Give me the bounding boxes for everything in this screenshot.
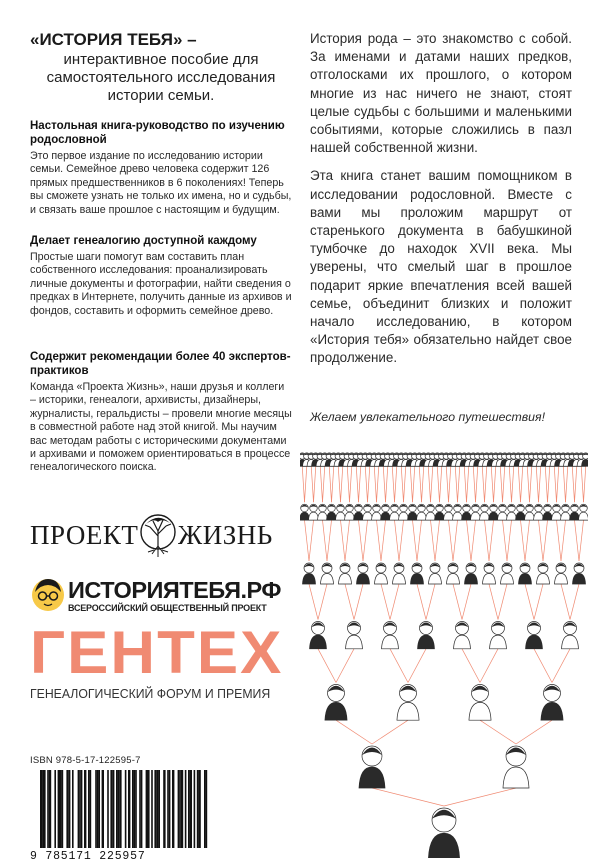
tree-connector-line: [323, 466, 325, 502]
barcode-bar: [163, 770, 165, 848]
tree-connector-line: [341, 520, 346, 561]
barcode-bar: [49, 770, 51, 848]
section-experts: [30, 350, 292, 475]
tree-connector-line: [548, 466, 550, 502]
ancestor-figure: [363, 504, 373, 520]
barcode-bar: [107, 770, 109, 848]
tree-connector-line: [377, 520, 382, 561]
tree-connector-line: [336, 720, 372, 744]
ancestor-figure: [465, 563, 478, 584]
tree-connector-line: [377, 466, 379, 502]
tree-connector-line: [413, 520, 418, 561]
barcode-bar: [172, 770, 174, 848]
ancestor-figure: [562, 622, 579, 649]
tree-connector-line: [309, 520, 314, 561]
tree-connector-line: [467, 466, 469, 502]
ancestor-figure: [435, 504, 445, 520]
tree-connector-line: [557, 466, 559, 502]
tree-connector-line: [449, 520, 454, 561]
ancestor-figure: [541, 685, 563, 721]
tree-connector-line: [329, 466, 331, 502]
barcode-bar: [78, 770, 80, 848]
ancestor-figure: [303, 563, 316, 584]
ancestor-figure: [483, 563, 496, 584]
tree-connector-line: [509, 466, 511, 502]
tree-connector-line: [309, 584, 318, 620]
barcode-bar: [118, 770, 120, 848]
tree-connector-line: [467, 520, 472, 561]
ancestor-figure: [318, 504, 328, 520]
tree-connector-line: [302, 466, 304, 502]
closing-wish: Желаем увлекательного путешествия!: [310, 410, 546, 424]
tree-connector-line: [399, 520, 404, 561]
ancestor-figure: [555, 563, 568, 584]
ancestor-figure: [503, 746, 529, 788]
ancestor-figure: [300, 504, 309, 520]
tree-connector-line: [575, 466, 577, 502]
tree-connector-line: [444, 788, 516, 806]
barcode-bar: [79, 770, 81, 848]
tree-connector-line: [458, 466, 460, 502]
ancestor-figure: [447, 563, 460, 584]
barcode-bar: [72, 770, 74, 848]
tree-connector-line: [386, 466, 388, 502]
ancestor-figure: [309, 504, 319, 520]
barcode-bar: [113, 770, 115, 848]
barcode-number: 9 785171 225957: [30, 850, 146, 863]
tree-connector-line: [525, 520, 530, 561]
tree-connector-line: [383, 466, 385, 502]
barcode-bar: [98, 770, 100, 848]
tree-connector-line: [561, 520, 566, 561]
ancestor-figure: [339, 563, 352, 584]
tree-connector-line: [471, 520, 476, 561]
zhizn-word: ЖИЗНЬ: [178, 520, 273, 550]
ancestor-figure: [417, 504, 427, 520]
tree-connector-line: [395, 466, 397, 502]
ancestor-figure: [573, 563, 586, 584]
ancestor-figure: [336, 504, 346, 520]
tree-connector-line: [431, 520, 436, 561]
section-accessible: [30, 234, 292, 318]
tree-connector-line: [365, 466, 367, 502]
tree-connector-line: [354, 584, 363, 620]
ancestor-figure: [525, 504, 535, 520]
tree-connector-line: [311, 466, 313, 502]
tree-connector-line: [545, 466, 547, 502]
barcode-bar: [188, 770, 190, 848]
tree-connector-line: [534, 584, 543, 620]
gentex-logo: [30, 620, 292, 702]
tree-connector-line: [332, 466, 334, 502]
ancestor-figure: [408, 504, 418, 520]
book-paragraph: Эта книга станет вашим помощником в исследовании родословной. Вместе с вами мы проложим маршрут от старенького документа в бабушкиной тумбочке до находок XVII века. Мы уверены, что смелый шаг в прошлое подарит яркие впечатления всей вашей семье, объединит близких и положит начало исследованию, в котором «История тебя» обязательно найдет свое продолжение.: [310, 168, 572, 366]
ancestor-figure: [516, 504, 526, 520]
istoriya-site-name: ИСТОРИЯТЕБЯ.РФ: [68, 577, 281, 603]
tree-connector-line: [336, 649, 354, 683]
barcode-bar: [154, 770, 156, 848]
tree-connector-line: [485, 466, 487, 502]
tree-connector-line: [449, 466, 451, 502]
tree-connector-line: [347, 466, 349, 502]
ancestor-figure: [480, 504, 490, 520]
section-text: Команда «Проекта Жизнь», наши друзья и коллеги – историки, генеалоги, архивисты, дизайнеры, журналисты, геральдисты – провели многие месяцы в совместной работе над этой книгой. Мы научим вас методам работы с историческими документами и архивами и поможем ориентироваться в процессе генеалогического поиска.: [30, 381, 292, 474]
ancestor-figure: [310, 622, 327, 649]
tree-connector-line: [575, 520, 580, 561]
tree-connector-line: [368, 466, 370, 502]
barcode-bar: [62, 770, 64, 848]
tree-connector-line: [482, 466, 484, 502]
tree-connector-line: [527, 466, 529, 502]
barcode-bar: [110, 770, 112, 848]
tree-connector-line: [345, 520, 350, 561]
barcode-bar: [42, 770, 44, 848]
tree-connector-line: [318, 649, 336, 683]
ancestor-figure: [501, 563, 514, 584]
ancestor-figure: [426, 504, 436, 520]
section-text: Простые шаги помогут вам составить план собственного исследования: проанализировать личные документы и фотографии, найти сведения о предках в Интернете, получить данные из архивов и фондов, составить и оформить семейное древо.: [30, 251, 292, 317]
tree-connector-line: [552, 649, 570, 683]
tree-connector-line: [491, 466, 493, 502]
barcode-bar: [102, 770, 104, 848]
barcode-bar: [90, 770, 92, 848]
barcode-bar: [40, 770, 42, 848]
barcode-bar: [69, 770, 71, 848]
book-subtitle: интерактивное пособие для самостоятельного исследования истории семьи.: [46, 51, 276, 104]
ancestor-figure: [429, 563, 442, 584]
barcode-bar: [185, 770, 187, 848]
barcode: [30, 770, 212, 860]
tree-connector-line: [485, 520, 490, 561]
barcode-bar: [81, 770, 83, 848]
ancestor-figure: [454, 622, 471, 649]
tree-connector-line: [381, 584, 390, 620]
family-tree-illustration: [300, 438, 588, 858]
istoriya-tagline: ВСЕРОССИЙСКИЙ ОБЩЕСТВЕННЫЙ ПРОЕКТ: [68, 603, 267, 613]
ancestor-figure: [393, 563, 406, 584]
tree-connector-line: [480, 720, 516, 744]
barcode-bar: [139, 770, 141, 848]
tree-connector-line: [410, 466, 412, 502]
tree-connector-line: [404, 466, 406, 502]
isbn-text: ISBN 978-5-17-122595-7: [30, 755, 141, 766]
tree-connector-line: [512, 466, 514, 502]
tree-connector-line: [489, 520, 494, 561]
tree-connector-line: [464, 466, 466, 502]
tree-connector-line: [435, 520, 440, 561]
ancestor-figure: [345, 504, 355, 520]
ancestor-figure: [411, 563, 424, 584]
ancestor-figure: [552, 504, 562, 520]
barcode-bar: [88, 770, 90, 848]
barcode-bar: [132, 770, 134, 848]
tree-connector-line: [539, 466, 541, 502]
tree-emblem-icon: [140, 510, 176, 560]
tree-connector-line: [345, 584, 354, 620]
tree-connector-line: [462, 649, 480, 683]
tree-connector-line: [401, 466, 403, 502]
tree-connector-line: [417, 584, 426, 620]
tree-connector-line: [561, 584, 570, 620]
proekt-word: ПРОЕКТ: [30, 520, 139, 550]
barcode-bar: [204, 770, 206, 848]
tree-connector-line: [408, 649, 426, 683]
barcode-bar: [167, 770, 169, 848]
ancestor-figure: [354, 504, 364, 520]
barcode-bar: [116, 770, 118, 848]
section-heading: Содержит рекомендации более 40 экспертов-практиков: [30, 351, 291, 377]
ancestor-figure: [325, 685, 347, 721]
ancestor-figure: [418, 622, 435, 649]
ancestor-figure: [489, 504, 499, 520]
tree-connector-line: [374, 466, 376, 502]
barcode-bar: [125, 770, 127, 848]
tree-connector-line: [426, 584, 435, 620]
ancestor-figure: [375, 563, 388, 584]
barcode-bar: [194, 770, 196, 848]
tree-connector-line: [557, 520, 562, 561]
barcode-bar: [148, 770, 150, 848]
tree-connector-line: [453, 520, 458, 561]
tree-connector-line: [437, 466, 439, 502]
ancestor-figure: [359, 746, 385, 788]
left-column: [30, 30, 292, 863]
tree-connector-line: [525, 584, 534, 620]
tree-connector-line: [489, 584, 498, 620]
tree-connector-line: [446, 466, 448, 502]
ancestor-figure: [357, 563, 370, 584]
ancestor-figure: [381, 504, 391, 520]
barcode-bar: [151, 770, 153, 848]
tree-connector-line: [539, 520, 544, 561]
ancestor-figure: [382, 622, 399, 649]
barcode-bar: [181, 770, 183, 848]
girl-face-icon: [30, 576, 66, 616]
tree-connector-line: [584, 466, 586, 502]
tree-connector-line: [480, 649, 498, 683]
istoriya-tebya-logo: [30, 576, 292, 618]
tree-connector-line: [536, 466, 538, 502]
ancestor-figure: [444, 504, 454, 520]
tree-connector-line: [570, 584, 579, 620]
barcode-bar: [66, 770, 68, 848]
tree-connector-line: [579, 520, 584, 561]
tree-connector-line: [476, 466, 478, 502]
gentex-title: ГЕНТЕХ: [30, 619, 284, 686]
tree-connector-line: [507, 520, 512, 561]
barcode-bar: [119, 770, 121, 848]
ancestor-figure: [321, 563, 334, 584]
barcode-bar: [58, 770, 60, 848]
tree-connector-line: [500, 466, 502, 502]
tree-connector-line: [372, 788, 444, 806]
ancestor-figure: [397, 685, 419, 721]
section-guide: [30, 119, 292, 217]
barcode-bar: [146, 770, 148, 848]
tree-connector-line: [563, 466, 565, 502]
barcode-bar: [169, 770, 171, 848]
ancestor-figure: [428, 808, 459, 858]
barcode-bar: [141, 770, 143, 848]
tree-connector-line: [503, 520, 508, 561]
tree-connector-line: [431, 466, 433, 502]
tree-connector-line: [372, 720, 408, 744]
tree-connector-line: [419, 466, 421, 502]
tree-connector-line: [440, 466, 442, 502]
barcode-bar: [44, 770, 46, 848]
tree-connector-line: [413, 466, 415, 502]
tree-connector-line: [422, 466, 424, 502]
book-title: «ИСТОРИЯ ТЕБЯ» –: [30, 30, 197, 49]
tree-connector-line: [494, 466, 496, 502]
gentex-subtitle: ГЕНЕАЛОГИЧЕСКИЙ ФОРУМ И ПРЕМИЯ: [30, 686, 271, 701]
ancestor-figure: [372, 504, 382, 520]
tree-connector-line: [327, 520, 332, 561]
ancestor-figure: [490, 622, 507, 649]
tree-connector-line: [359, 520, 364, 561]
tree-connector-line: [395, 520, 400, 561]
ancestor-figure: [471, 504, 481, 520]
barcode-bar: [60, 770, 62, 848]
tree-connector-line: [554, 466, 556, 502]
proekt-zhizn-logo: [30, 510, 292, 562]
ancestor-figure: [346, 622, 363, 649]
tree-connector-line: [498, 584, 507, 620]
ancestor-figure: [579, 504, 588, 520]
tree-connector-line: [381, 520, 386, 561]
barcode-bar: [95, 770, 97, 848]
barcode-bar: [134, 770, 136, 848]
ancestor-figure: [537, 563, 550, 584]
tree-connector-line: [356, 466, 358, 502]
ancestor-figure: [327, 504, 337, 520]
barcode-bar: [128, 770, 130, 848]
tree-connector-line: [521, 466, 523, 502]
tree-connector-line: [473, 466, 475, 502]
ancestor-figure: [469, 685, 491, 721]
barcode-bar: [197, 770, 199, 848]
barcode-bar: [190, 770, 192, 848]
ancestor-figure: [526, 622, 543, 649]
section-heading: Настольная книга-руководство по изучению родословной: [30, 120, 285, 146]
right-column: [310, 30, 572, 424]
tree-connector-line: [350, 466, 352, 502]
ancestor-figure: [390, 504, 400, 520]
tree-connector-line: [305, 520, 310, 561]
tree-connector-line: [572, 466, 574, 502]
tree-connector-line: [390, 584, 399, 620]
ancestor-figure: [519, 563, 532, 584]
ancestor-figure: [498, 504, 508, 520]
tree-connector-line: [390, 649, 408, 683]
tree-connector-line: [453, 584, 462, 620]
tree-connector-line: [534, 649, 552, 683]
barcode-bar: [178, 770, 180, 848]
tree-connector-line: [341, 466, 343, 502]
tree-connector-line: [320, 466, 322, 502]
tree-connector-line: [392, 466, 394, 502]
barcode-bar: [179, 770, 181, 848]
barcode-bar: [97, 770, 99, 848]
tree-connector-line: [462, 584, 471, 620]
tree-connector-line: [305, 466, 307, 502]
tree-connector-line: [318, 584, 327, 620]
ancestor-figure: [507, 504, 517, 520]
barcode-bar: [157, 770, 159, 848]
intro-paragraph: История рода – это знакомство с собой. За именами и датами наших предков, отголосками их прошлого, о котором многие из нас ничего не знают, стоят целые судьбы с большими и маленькими событиями, которые сложились в пазл нашей собственной жизни.: [310, 31, 572, 156]
tree-connector-line: [455, 466, 457, 502]
barcode-bar: [84, 770, 86, 848]
tree-connector-line: [530, 466, 532, 502]
barcode-bar: [135, 770, 137, 848]
tree-connector-line: [566, 466, 568, 502]
ancestor-figure: [399, 504, 409, 520]
tree-connector-line: [359, 466, 361, 502]
tree-connector-line: [521, 520, 526, 561]
ancestor-figure: [534, 504, 544, 520]
tree-connector-line: [516, 720, 552, 744]
tree-connector-line: [363, 520, 368, 561]
tree-connector-line: [518, 466, 520, 502]
tree-connector-line: [543, 520, 548, 561]
barcode-bar: [158, 770, 160, 848]
ancestor-figure: [453, 504, 463, 520]
barcode-bar: [198, 770, 200, 848]
tree-connector-line: [503, 466, 505, 502]
ancestor-figure: [561, 504, 571, 520]
tree-connector-line: [314, 466, 316, 502]
section-text: Это первое издание по исследованию истории семьи. Семейное древо человека содержит 126 прямых предшественников в 6 поколениях! Теперь вы сможете узнать не только их имена, но и судьбы, и связать ваше прошлое с настоящим и будущим.: [30, 150, 292, 216]
barcode-bar: [47, 770, 49, 848]
ancestor-figure: [462, 504, 472, 520]
ancestor-figure: [570, 504, 580, 520]
tree-connector-line: [323, 520, 328, 561]
ancestor-figure: [543, 504, 553, 520]
tree-connector-line: [417, 520, 422, 561]
barcode-bar: [54, 770, 56, 848]
tree-connector-line: [581, 466, 583, 502]
tree-connector-line: [428, 466, 430, 502]
barcode-bar: [206, 770, 208, 848]
section-heading: Делает генеалогию доступной каждому: [30, 235, 257, 247]
tree-connector-line: [338, 466, 340, 502]
